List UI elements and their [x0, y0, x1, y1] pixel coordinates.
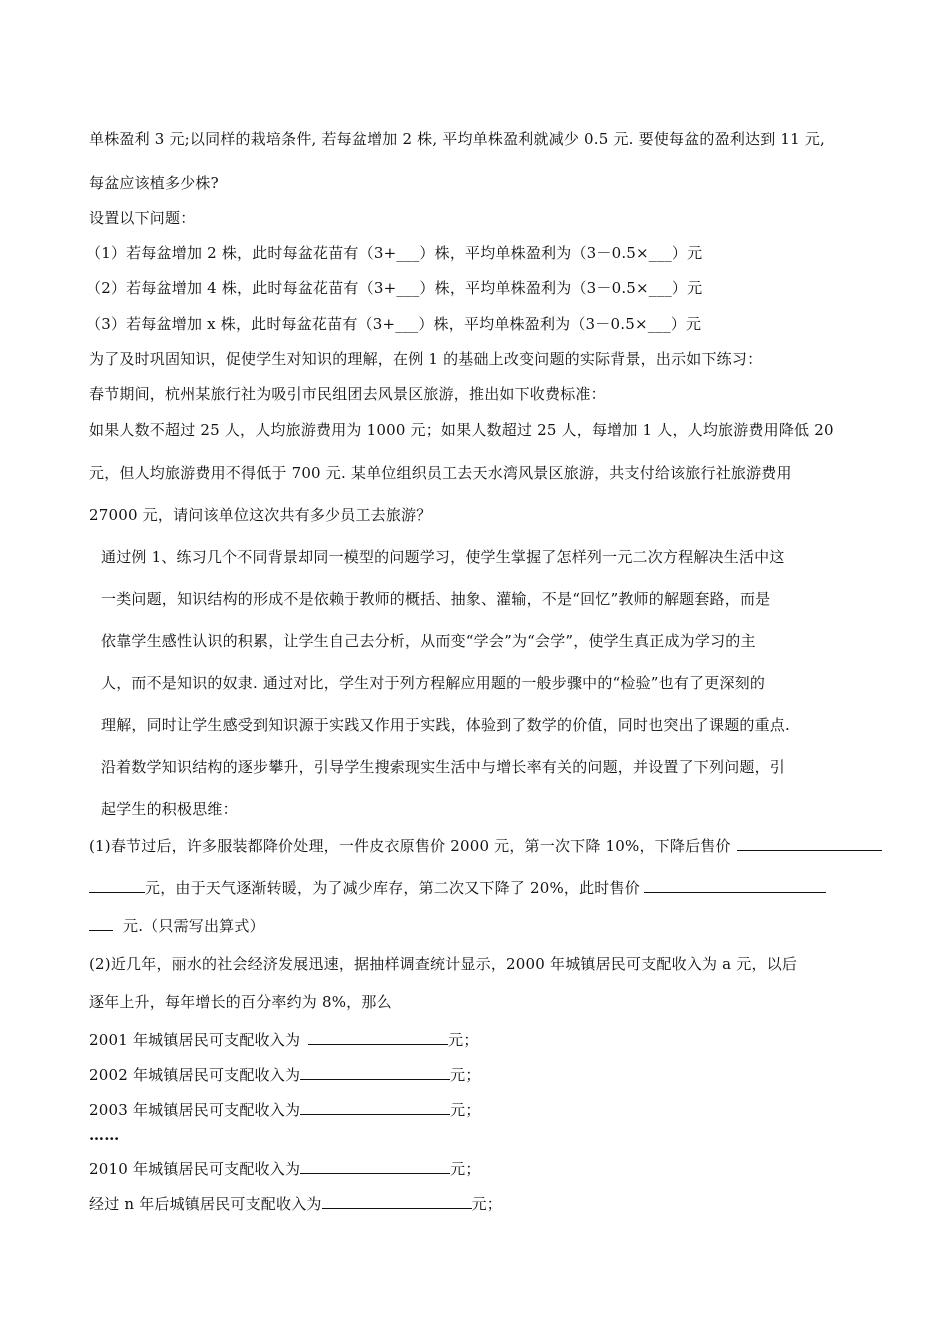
answer-blank[interactable] [89, 916, 113, 931]
answer-blank[interactable] [300, 1159, 450, 1174]
unit-label: 元； [450, 1160, 481, 1178]
answer-blank[interactable] [300, 1065, 450, 1080]
income-n-years [89, 1193, 502, 1214]
travel-line-2: 如果人数不超过 25 人，人均旅游费用为 1000 元；如果人数超过 25 人，每增加 1 人，人均旅游费用降低 20 [89, 421, 834, 439]
income-2010 [89, 1158, 481, 1179]
q1-line-2 [89, 877, 826, 898]
question-3: （3）若每盆增加 x 株，此时每盆花苗有（3+___）株，平均单株盈利为（3－0.5×___）元 [86, 315, 702, 333]
q1-text-3: 元.（只需写出算式） [123, 917, 265, 935]
answer-blank[interactable] [737, 836, 882, 851]
q1-line-3 [89, 915, 265, 936]
problem-intro-line-1: 单株盈利 3 元;以同样的栽培条件, 若每盆增加 2 株, 平均单株盈利就减少 0.5 元. 要使每盆的盈利达到 11 元, [89, 130, 826, 148]
summary-line-4: 人，而不是知识的奴隶. 通过对比，学生对于列方程解应用题的一般步骤中的“检验”也有了更深刻的 [101, 674, 766, 692]
q2-line-2: 逐年上升，每年增长的百分率约为 8%，那么 [89, 993, 392, 1011]
q1-text-1: (1)春节过后，许多服装都降价处理，一件皮衣原售价 2000 元，第一次下降 10%，下降后售价 [89, 837, 731, 855]
answer-blank[interactable] [644, 878, 826, 893]
summary-line-6: 沿着数学知识结构的逐步攀升，引导学生搜索现实生活中与增长率有关的问题，并设置了下列问题，引 [101, 758, 786, 776]
unit-label: 元； [448, 1031, 479, 1049]
question-1: （1）若每盆增加 2 株，此时每盆花苗有（3+___）株，平均单株盈利为（3－0.5×___）元 [86, 244, 703, 262]
unit-label: 元； [450, 1101, 481, 1119]
ellipsis: …… [89, 1126, 120, 1144]
income-2002-label: 2002 年城镇居民可支配收入为 [89, 1066, 301, 1084]
income-2002 [89, 1064, 481, 1085]
setup-heading: 设置以下问题： [89, 209, 196, 227]
summary-line-2: 一类问题，知识结构的形成不是依赖于教师的概括、抽象、灌输，不是“回忆”教师的解题套路，而是 [101, 590, 771, 608]
income-n-label: 经过 n 年后城镇居民可支配收入为 [89, 1195, 322, 1213]
summary-line-5: 理解，同时让学生感受到知识源于实践又作用于实践，体验到了数学的价值，同时也突出了课题的重点. [101, 716, 790, 734]
practice-intro: 为了及时巩固知识，促使学生对知识的理解，在例 1 的基础上改变问题的实际背景，出示如下练习： [89, 350, 763, 368]
answer-blank[interactable] [300, 1100, 450, 1115]
q1-text-2: 元，由于天气逐渐转暖，为了减少库存，第二次又下降了 20%，此时售价 [145, 879, 640, 897]
income-2003 [89, 1099, 481, 1120]
travel-line-4: 27000 元，请问该单位这次共有多少员工去旅游？ [89, 506, 432, 524]
problem-intro-line-2: 每盆应该植多少株? [89, 174, 219, 192]
income-2001-label: 2001 年城镇居民可支配收入为 [89, 1031, 301, 1049]
summary-line-7: 起学生的积极思维： [101, 800, 238, 818]
question-2: （2）若每盆增加 4 株，此时每盆花苗有（3+___）株，平均单株盈利为（3－0.5×___）元 [86, 279, 703, 297]
income-2001 [89, 1029, 479, 1050]
income-2010-label: 2010 年城镇居民可支配收入为 [89, 1160, 301, 1178]
summary-line-1: 通过例 1、练习几个不同背景却同一模型的问题学习，使学生掌握了怎样列一元二次方程解决生活中这 [101, 548, 785, 566]
unit-label: 元； [471, 1195, 503, 1213]
summary-line-3: 依靠学生感性认识的积累，让学生自己去分析，从而变“学会”为“会学”，使学生真正成为学习的主 [101, 632, 756, 650]
q2-line-1: (2)近几年，丽水的社会经济发展迅速，据抽样调查统计显示，2000 年城镇居民可支配收入为 a 元，以后 [89, 955, 798, 973]
travel-line-1: 春节期间，杭州某旅行社为吸引市民组团去风景区旅游，推出如下收费标准： [89, 385, 606, 403]
q1-line-1 [89, 835, 882, 856]
income-2003-label: 2003 年城镇居民可支配收入为 [89, 1101, 301, 1119]
answer-blank[interactable] [322, 1194, 472, 1209]
unit-label: 元； [450, 1066, 481, 1084]
answer-blank[interactable] [89, 878, 145, 893]
answer-blank[interactable] [308, 1030, 448, 1045]
travel-line-3: 元，但人均旅游费用不得低于 700 元. 某单位组织员工去天水湾风景区旅游，共支付给该旅行社旅游费用 [89, 464, 792, 482]
